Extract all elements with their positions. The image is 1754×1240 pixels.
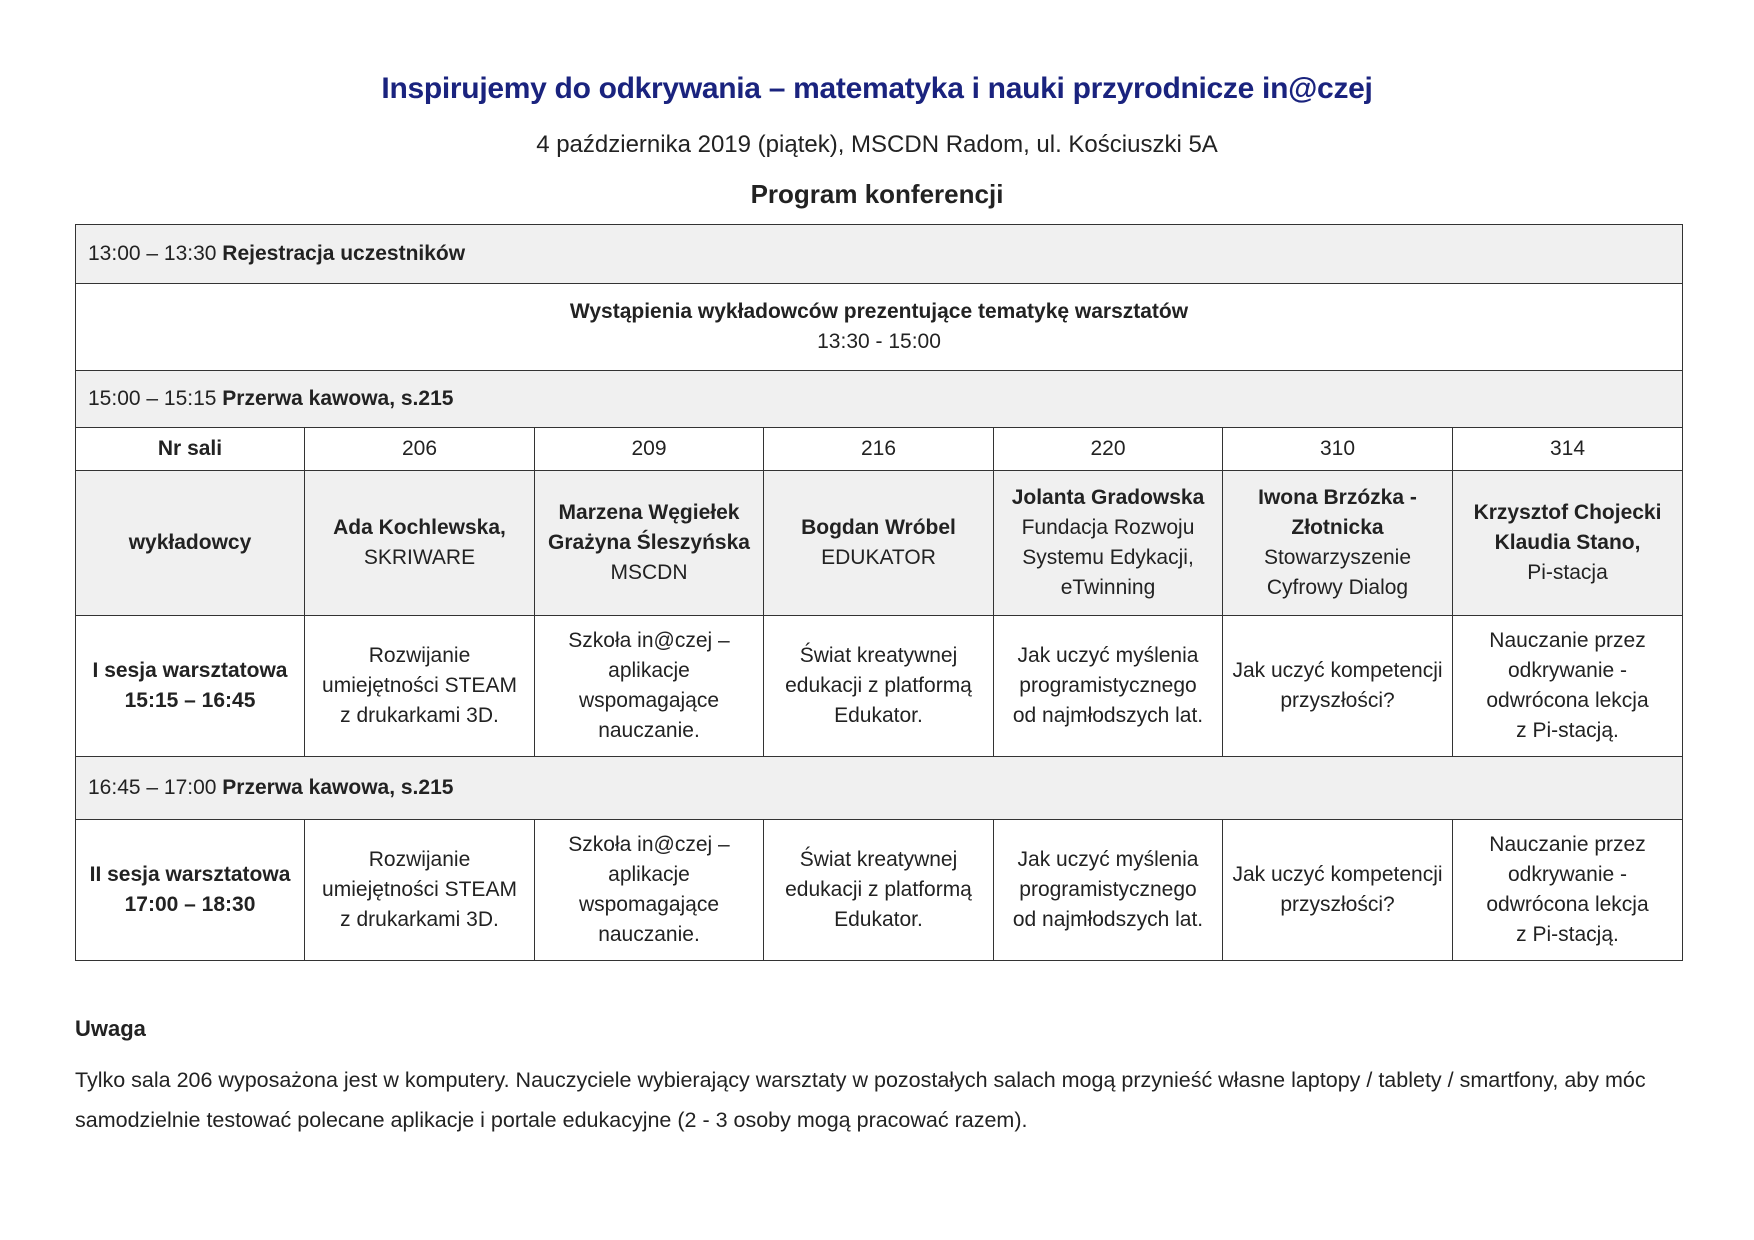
workshop-line: aplikacje	[608, 863, 690, 886]
workshop-cell	[764, 820, 994, 961]
workshop-line: Świat kreatywnej	[799, 848, 958, 871]
break-cell	[76, 371, 1683, 428]
workshop-line: Jak uczyć myślenia	[1017, 848, 1199, 871]
break-row	[76, 757, 1683, 820]
workshop-line: nauczanie.	[598, 923, 700, 946]
break-label: Przerwa kawowa, s.215	[222, 387, 454, 410]
workshop-cell	[1223, 820, 1453, 961]
speaker-cell	[305, 471, 535, 616]
speaker-org: Pi-stacja	[1527, 561, 1608, 584]
workshop-cell	[764, 616, 994, 757]
workshop-cell	[535, 820, 764, 961]
workshop-line: Rozwijanie	[368, 644, 471, 667]
program-table	[75, 224, 1683, 961]
lectures-row	[76, 284, 1683, 371]
speaker-org: SKRIWARE	[363, 546, 476, 569]
workshop-line: edukacji z platformą	[785, 878, 972, 901]
break-label: Przerwa kawowa, s.215	[222, 776, 454, 799]
workshop-line: przyszłości?	[1280, 893, 1395, 916]
speaker-org: EDUKATOR	[821, 546, 936, 569]
room-number: 314	[1453, 428, 1683, 471]
speaker-org: MSCDN	[610, 561, 688, 584]
lectures-title: Wystąpienia wykładowców prezentujące tematykę warsztatów	[569, 300, 1189, 323]
workshop-cell	[1453, 616, 1683, 757]
speaker-cell	[1223, 471, 1453, 616]
workshop-line: wspomagające	[578, 689, 720, 712]
session-1-label: I sesja warsztatowa	[92, 659, 288, 682]
registration-row	[76, 225, 1683, 284]
registration-label: Rejestracja uczestników	[222, 242, 466, 265]
workshop-line: aplikacje	[608, 659, 690, 682]
session-1-label-cell	[76, 616, 305, 757]
workshop-line: edukacji z platformą	[785, 674, 972, 697]
registration-cell	[76, 225, 1683, 284]
workshop-cell	[305, 820, 535, 961]
event-date-location: 4 października 2019 (piątek), MSCDN Radom, ul. Kościuszki 5A	[536, 131, 1218, 158]
workshop-line: Nauczanie przez	[1489, 833, 1646, 856]
speaker-cell	[535, 471, 764, 616]
workshop-cell	[1453, 820, 1683, 961]
workshop-line: wspomagające	[578, 893, 720, 916]
session-2-label: II sesja warsztatowa	[89, 863, 291, 886]
workshop-line: nauczanie.	[598, 719, 700, 742]
workshop-line: z drukarkami 3D.	[340, 704, 499, 727]
workshop-line: odkrywanie -	[1507, 863, 1628, 886]
lectures-cell	[76, 284, 1683, 371]
workshop-line: z Pi-stacją.	[1516, 719, 1619, 742]
break-row	[76, 371, 1683, 428]
workshop-line: Rozwijanie	[368, 848, 471, 871]
speakers-label: wykładowcy	[76, 471, 305, 616]
room-number: 220	[994, 428, 1223, 471]
note-title: Uwaga	[75, 1016, 146, 1041]
workshop-line: Jak uczyć kompetencji	[1232, 659, 1443, 682]
room-number: 216	[764, 428, 994, 471]
speaker-cell	[994, 471, 1223, 616]
workshop-cell	[305, 616, 535, 757]
session-2-label-cell	[76, 820, 305, 961]
page-title: Inspirujemy do odkrywania – matematyka i nauki przyrodnicze in@czej	[381, 72, 1373, 105]
workshop-line: Edukator.	[834, 704, 923, 727]
workshop-line: Szkoła in@czej –	[568, 833, 730, 856]
break-cell	[76, 757, 1683, 820]
lectures-time: 13:30 - 15:00	[817, 330, 941, 353]
speaker-name: Jolanta Gradowska	[1011, 486, 1205, 509]
room-number: 310	[1223, 428, 1453, 471]
speaker-name: Krzysztof Chojecki	[1473, 501, 1662, 524]
speaker-org: Systemu Edykacji,	[1022, 546, 1194, 569]
workshop-line: Edukator.	[834, 908, 923, 931]
speaker-org: Fundacja Rozwoju	[1021, 516, 1195, 539]
workshop-line: programistycznego	[1019, 674, 1197, 697]
session-1-time: 15:15 – 16:45	[124, 689, 256, 712]
workshop-line: z Pi-stacją.	[1516, 923, 1619, 946]
speaker-name: Iwona Brzózka -	[1258, 486, 1417, 509]
session-2-time: 17:00 – 18:30	[124, 893, 256, 916]
speaker-name: Marzena Węgiełek	[558, 501, 740, 524]
room-number: 209	[535, 428, 764, 471]
workshop-line: od najmłodszych lat.	[1012, 908, 1204, 931]
workshop-line: umiejętności STEAM	[322, 878, 517, 901]
workshop-line: odkrywanie -	[1507, 659, 1628, 682]
workshop-cell	[994, 820, 1223, 961]
speaker-name: Grażyna Śleszyńska	[548, 531, 750, 554]
room-number: 206	[305, 428, 535, 471]
speaker-cell	[764, 471, 994, 616]
workshop-line: od najmłodszych lat.	[1012, 704, 1204, 727]
workshop-cell	[994, 616, 1223, 757]
speakers-row	[76, 471, 1683, 616]
session-1-row	[76, 616, 1683, 757]
break-time: 15:00 – 15:15	[88, 387, 217, 410]
program-heading: Program konferencji	[750, 179, 1004, 209]
workshop-line: przyszłości?	[1280, 689, 1395, 712]
workshop-line: Świat kreatywnej	[799, 644, 958, 667]
workshop-line: odwrócona lekcja	[1486, 689, 1649, 712]
speaker-name: Złotnicka	[1291, 516, 1384, 539]
speaker-cell	[1453, 471, 1683, 616]
workshop-line: Jak uczyć kompetencji	[1232, 863, 1443, 886]
workshop-line: programistycznego	[1019, 878, 1197, 901]
workshop-line: z drukarkami 3D.	[340, 908, 499, 931]
speaker-name: Bogdan Wróbel	[801, 516, 956, 539]
workshop-cell	[1223, 616, 1453, 757]
speaker-name: Klaudia Stano,	[1494, 531, 1641, 554]
speaker-org: Cyfrowy Dialog	[1266, 576, 1409, 599]
speaker-org: Stowarzyszenie	[1263, 546, 1412, 569]
rooms-label: Nr sali	[76, 428, 305, 471]
rooms-row	[76, 428, 1683, 471]
note-text: Tylko sala 206 wyposażona jest w komputery. Nauczyciele wybierający warsztaty w pozostałych salach mogą przynieść własne laptopy / tablety / smartfony, aby móc samodzielnie testować polecane aplikacje i portale edukacyjne (2 - 3 osoby mogą pracować razem).	[75, 1068, 1646, 1132]
speaker-org: eTwinning	[1060, 576, 1156, 599]
registration-time: 13:00 – 13:30	[88, 242, 217, 265]
workshop-line: Nauczanie przez	[1489, 629, 1646, 652]
workshop-line: Szkoła in@czej –	[568, 629, 730, 652]
workshop-line: odwrócona lekcja	[1486, 893, 1649, 916]
session-2-row	[76, 820, 1683, 961]
workshop-line: Jak uczyć myślenia	[1017, 644, 1199, 667]
workshop-line: umiejętności STEAM	[322, 674, 517, 697]
workshop-cell	[535, 616, 764, 757]
speaker-name: Ada Kochlewska,	[333, 516, 506, 539]
break-time: 16:45 – 17:00	[88, 776, 217, 799]
